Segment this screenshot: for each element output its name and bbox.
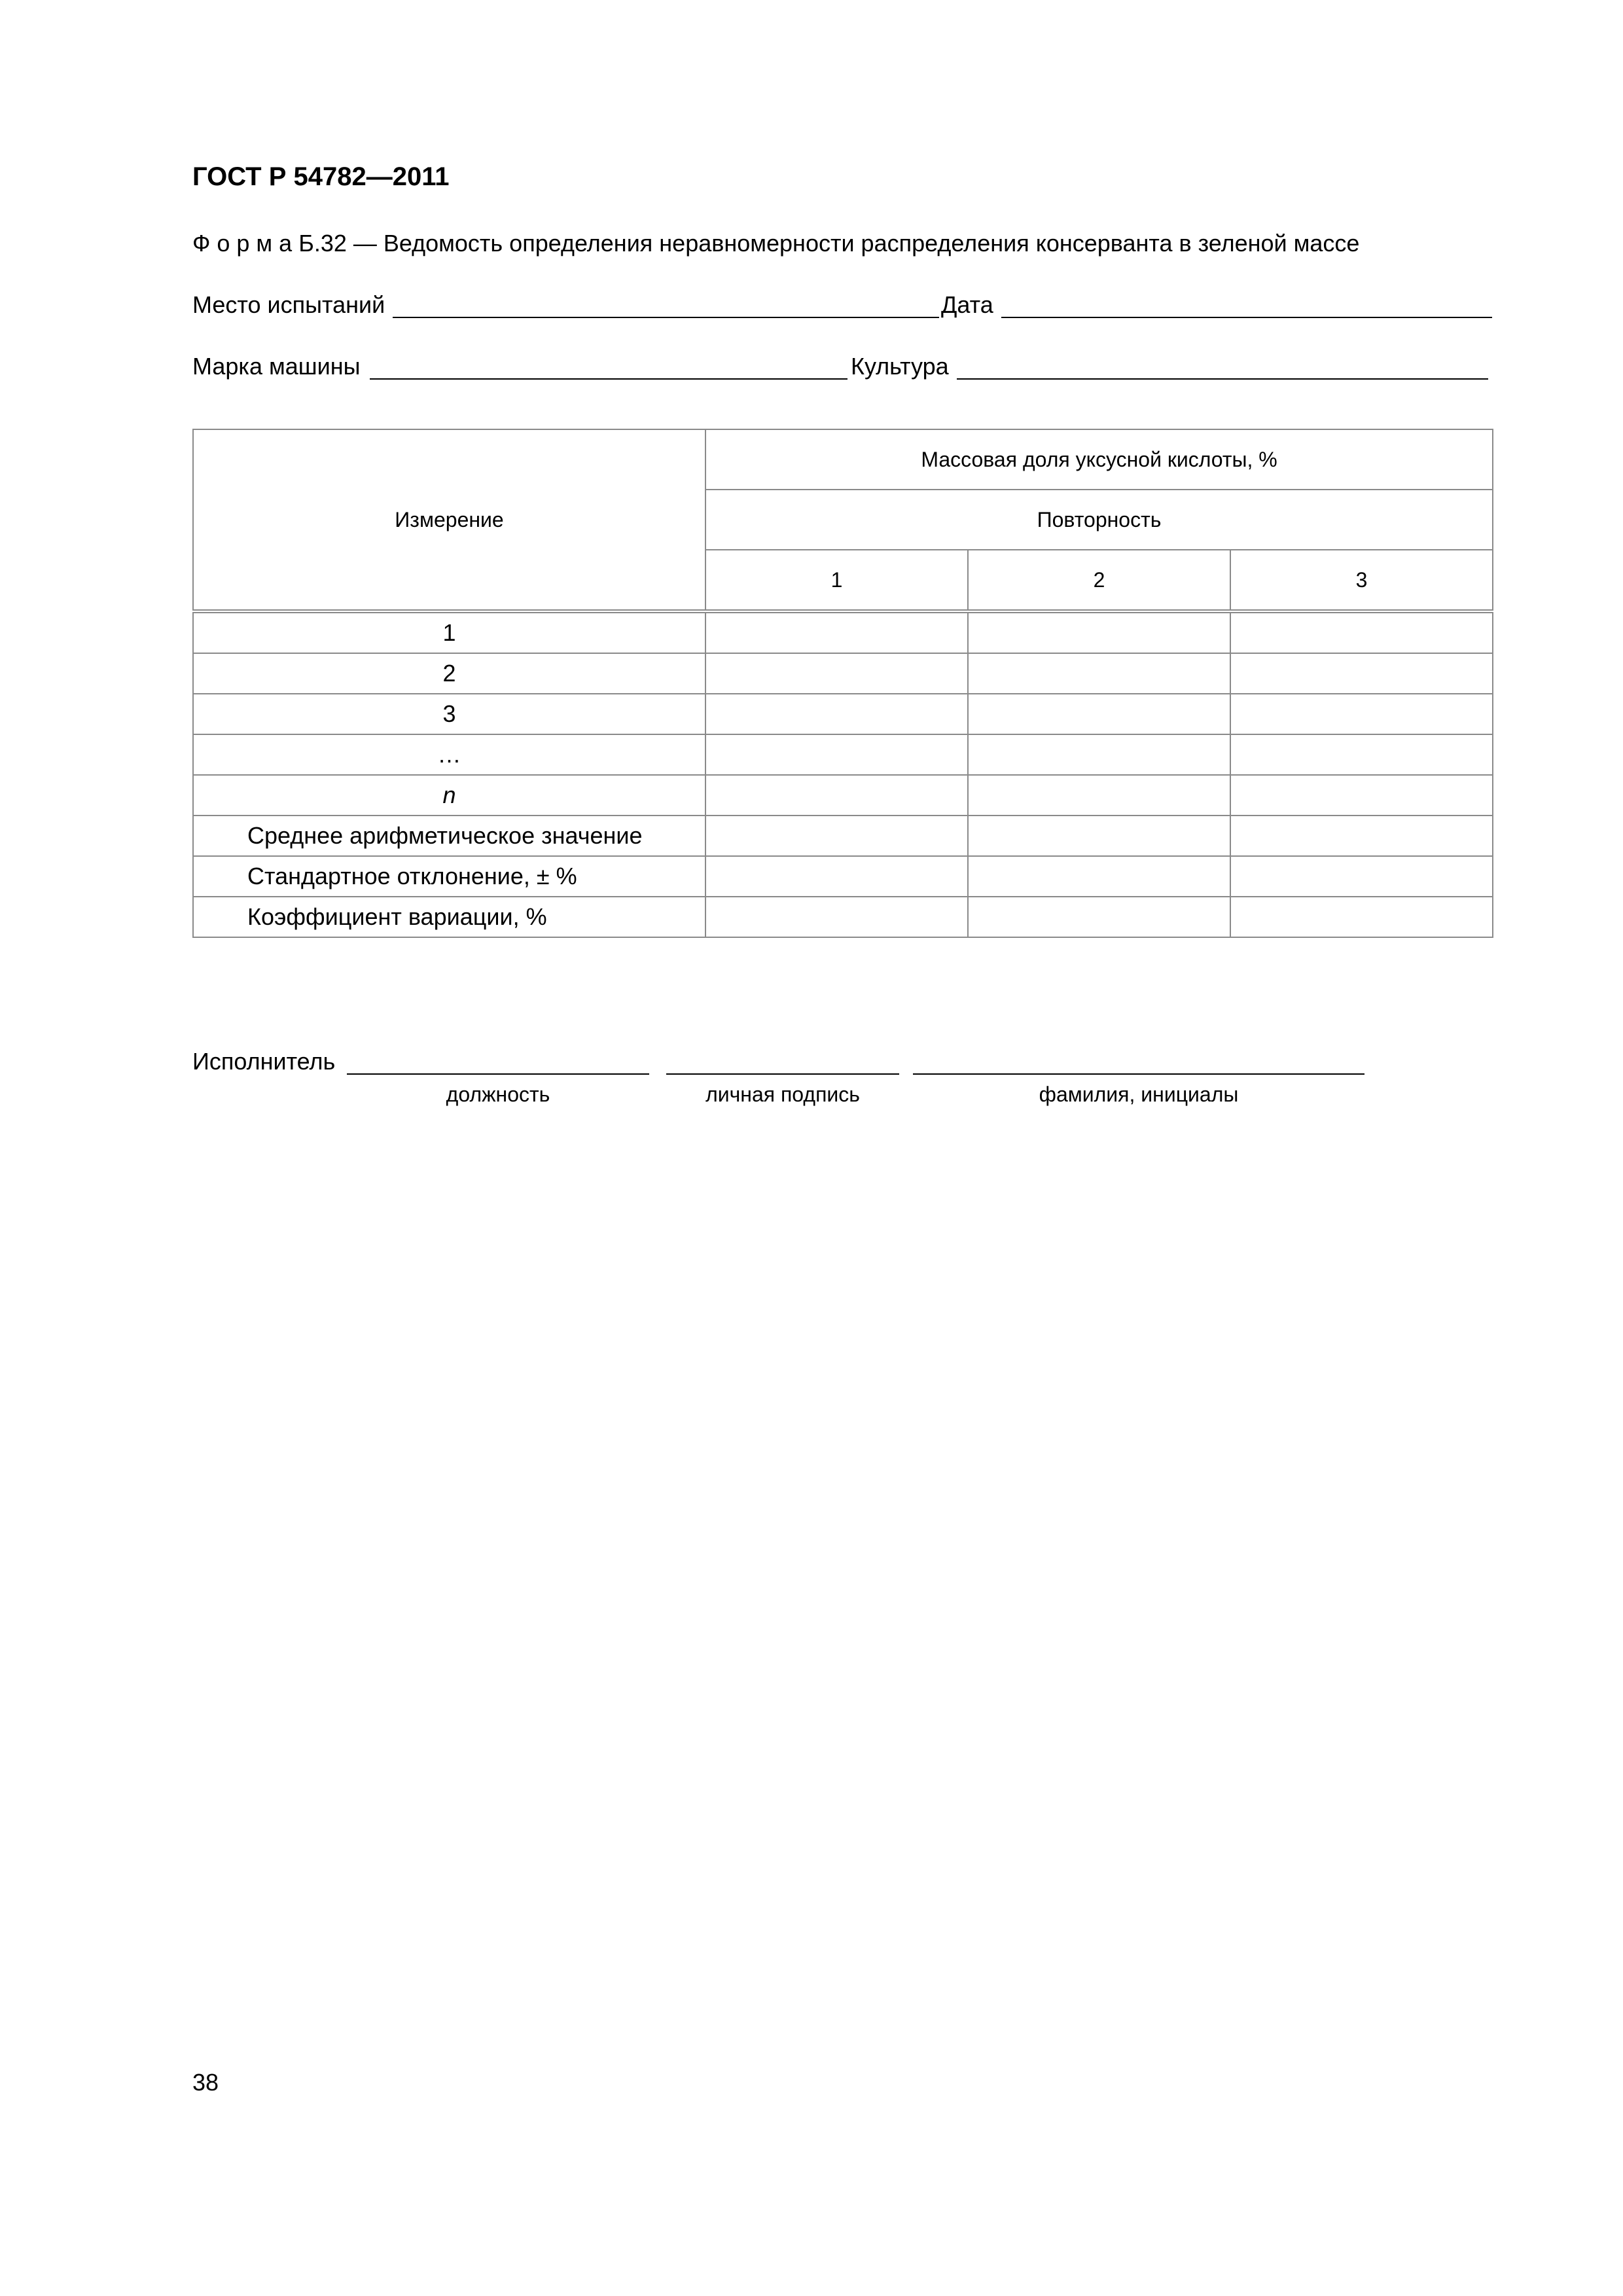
executor-label: Исполнитель — [192, 1048, 336, 1075]
table-cell[interactable] — [968, 856, 1230, 897]
table-cell[interactable] — [705, 856, 968, 897]
table-cell[interactable] — [705, 734, 968, 775]
table-cell[interactable] — [968, 611, 1230, 653]
culture-field[interactable] — [957, 378, 1488, 380]
row-label: n — [193, 775, 705, 816]
table-cell[interactable] — [1230, 775, 1493, 816]
form-label: Ф о р м а — [192, 230, 293, 257]
table-cell[interactable] — [1230, 611, 1493, 653]
form-title — [192, 230, 1359, 257]
repeat-col-1: 1 — [705, 550, 968, 611]
table-cell[interactable] — [705, 816, 968, 856]
row-label: Среднее арифметическое значение — [193, 816, 705, 856]
table-cell[interactable] — [1230, 734, 1493, 775]
table-cell[interactable] — [968, 775, 1230, 816]
mass-fraction-header: Массовая доля уксусной кислоты, % — [705, 429, 1493, 490]
table-cell[interactable] — [968, 816, 1230, 856]
repeat-header: Повторность — [705, 490, 1493, 550]
repeat-col-3: 3 — [1230, 550, 1493, 611]
row-label: 3 — [193, 694, 705, 734]
table-row — [193, 897, 1493, 937]
position-caption: должность — [446, 1083, 550, 1106]
table-row — [193, 694, 1493, 734]
table-cell[interactable] — [968, 694, 1230, 734]
place-field[interactable] — [393, 317, 939, 318]
date-field[interactable] — [1001, 317, 1492, 318]
machine-label: Марка машины — [192, 353, 361, 380]
table-cell[interactable] — [1230, 816, 1493, 856]
signature-caption: личная подпись — [705, 1083, 860, 1106]
row-label: 1 — [193, 611, 705, 653]
table-row — [193, 653, 1493, 694]
position-field[interactable] — [347, 1073, 649, 1075]
machine-field[interactable] — [370, 378, 847, 380]
culture-label: Культура — [851, 353, 949, 380]
place-label: Место испытаний — [192, 291, 385, 318]
table-cell[interactable] — [705, 897, 968, 937]
name-field[interactable] — [913, 1073, 1364, 1075]
page-number: 38 — [192, 2069, 219, 2096]
table-cell[interactable] — [1230, 653, 1493, 694]
row-label: … — [193, 734, 705, 775]
name-caption: фамилия, инициалы — [1039, 1083, 1239, 1106]
table-cell[interactable] — [1230, 694, 1493, 734]
table-cell[interactable] — [968, 897, 1230, 937]
signature-field[interactable] — [666, 1073, 899, 1075]
repeat-col-2: 2 — [968, 550, 1230, 611]
table-cell[interactable] — [705, 653, 968, 694]
date-label: Дата — [941, 291, 993, 318]
table-row — [193, 734, 1493, 775]
table-cell[interactable] — [705, 694, 968, 734]
table-cell[interactable] — [705, 775, 968, 816]
measurement-table — [192, 429, 1493, 938]
document-standard-title: ГОСТ Р 54782—2011 — [192, 162, 450, 191]
row-label: Коэффициент вариации, % — [193, 897, 705, 937]
table-cell[interactable] — [1230, 856, 1493, 897]
table-cell[interactable] — [968, 653, 1230, 694]
table-row — [193, 775, 1493, 816]
measurement-column-header: Измерение — [193, 429, 705, 611]
table-row — [193, 856, 1493, 897]
form-description: Б.32 — Ведомость определения неравномерности распределения консерванта в зеленой массе — [298, 230, 1360, 257]
table-cell[interactable] — [968, 734, 1230, 775]
row-label: Стандартное отклонение, ± % — [193, 856, 705, 897]
table-row — [193, 816, 1493, 856]
row-label: 2 — [193, 653, 705, 694]
table-cell[interactable] — [1230, 897, 1493, 937]
table-row — [193, 611, 1493, 653]
table-cell[interactable] — [705, 611, 968, 653]
